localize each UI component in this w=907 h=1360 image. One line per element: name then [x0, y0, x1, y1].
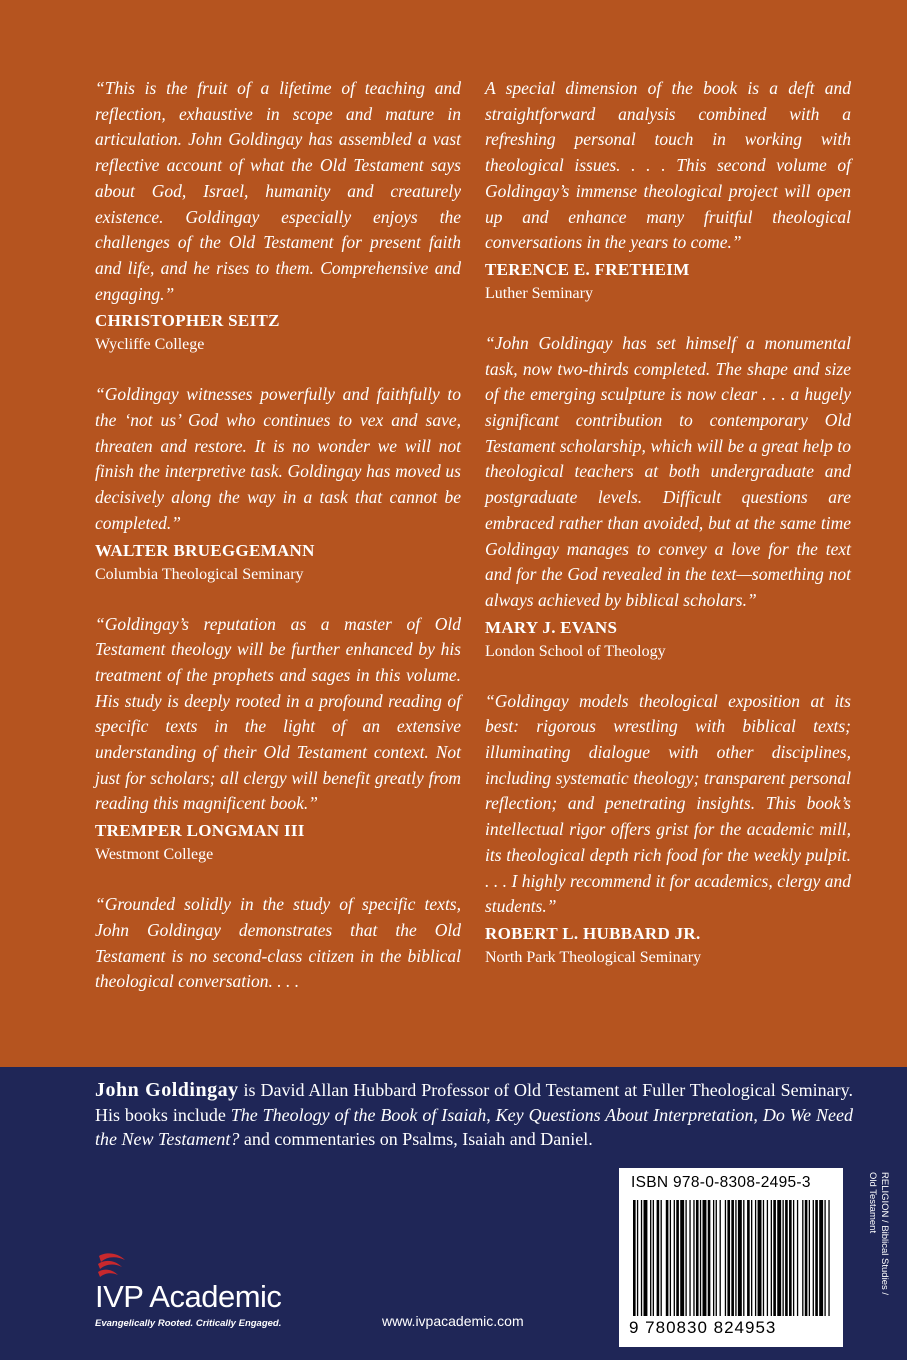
endorsement-block [485, 76, 851, 306]
isbn-digits: 9 780830 824953 [629, 1318, 777, 1337]
barcode-bar [689, 1200, 690, 1316]
barcode-bar [763, 1200, 764, 1316]
author-bio [95, 1078, 853, 1152]
barcode-bar [641, 1200, 642, 1316]
publisher-website[interactable]: www.ivpacademic.com [382, 1313, 524, 1329]
barcode-bar [809, 1200, 810, 1316]
barcode-bar [793, 1200, 794, 1316]
barcode-bar [708, 1200, 711, 1316]
barcode-bar [674, 1200, 675, 1316]
bio-text: is David Allan Hubbard Professor of Old Testament at Fuller Theological Seminary. His books include [95, 1080, 853, 1125]
barcode-bar [696, 1200, 699, 1316]
book-title: The Theology of the Book of Isaiah [230, 1104, 487, 1125]
barcode-bar [789, 1200, 792, 1316]
barcode-bar [743, 1200, 744, 1316]
barcode-bar [805, 1200, 808, 1316]
endorser-affiliation: Westmont College [95, 846, 214, 864]
barcode-bar [643, 1200, 647, 1316]
endorsement-block [95, 892, 461, 995]
barcode-bar [773, 1200, 776, 1316]
barcode-bar [676, 1200, 679, 1316]
category-line: Old Testament [867, 1172, 878, 1234]
publisher-tagline: Evangelically Rooted. Critically Engaged. [95, 1318, 282, 1329]
barcode-bar [735, 1200, 736, 1316]
barcode-bar [782, 1200, 783, 1316]
endorser-name: WALTER BRUEGGEMANN [95, 540, 315, 560]
bio-text: and commentaries on Psalms, Isaiah and Daniel. [239, 1129, 593, 1149]
book-title: Key Questions About Interpretation [495, 1104, 754, 1125]
barcode-bar [633, 1200, 636, 1316]
barcode-bar [716, 1200, 717, 1316]
barcode-bar [747, 1200, 750, 1316]
barcode-bar [815, 1200, 818, 1316]
endorser-affiliation: London School of Theology [485, 642, 666, 660]
endorser-name: TREMPER LONGMAN III [95, 821, 305, 841]
barcode-bar [771, 1200, 772, 1316]
endorser-affiliation: Luther Seminary [485, 284, 593, 302]
barcode-bar [725, 1200, 726, 1316]
isbn-barcode [619, 1168, 843, 1347]
category-label [862, 1172, 890, 1322]
endorser-name: MARY J. EVANS [485, 617, 618, 637]
barcode-bar [785, 1200, 788, 1316]
barcode-bar [693, 1200, 694, 1316]
endorsement-quote: “John Goldingay has set himself a monumental task, now two-thirds completed. The shape and size of the emerging sculpture is now clear . . . a hugely significant contribution to contemporary Old Testament scholarship, which will be a great help to theological teachers at both undergraduate and postgraduate levels. Difficult questions are embraced rather than avoided, but at the same time Goldingay manages to convey a love for the text and for the God revealed in the text—something not always achieved by biblical scholars.” [485, 332, 851, 610]
endorsement-block [95, 76, 461, 357]
barcode-bar [653, 1200, 654, 1316]
barcode-bar [738, 1200, 742, 1316]
endorser-name: TERENCE E. FRETHEIM [485, 259, 690, 279]
right-endorsement-column [485, 76, 851, 995]
bio-separator: , [753, 1104, 763, 1125]
barcode-bar [797, 1200, 798, 1316]
endorser-affiliation: Wycliffe College [95, 336, 205, 354]
endorser-affiliation: North Park Theological Seminary [485, 948, 702, 966]
barcode-bar [703, 1200, 707, 1316]
author-name: John Goldingay [95, 1079, 239, 1101]
category-text [866, 1172, 890, 1322]
barcode-bar [767, 1200, 768, 1316]
publisher-name: IVP Academic [95, 1279, 282, 1314]
barcode-bar [828, 1200, 829, 1316]
barcode-bar [824, 1200, 825, 1316]
endorsement-quote: “Goldingay witnesses powerfully and faithfully to the ‘not us’ God who continues to vex and save, threaten and restore. It is no wonder we will not finish the interpretive task. Goldingay has moved us decisively along the way in a task that cannot be completed.” [95, 384, 461, 533]
barcode-bar [720, 1200, 721, 1316]
barcode-bar [637, 1200, 638, 1316]
barcode-bar [666, 1200, 669, 1316]
barcode-bar [727, 1200, 730, 1316]
endorsement-block [485, 331, 851, 664]
barcode-bar [680, 1200, 684, 1316]
endorsement-quote: “Goldingay models theological exposition at its best: rigorous wrestling with biblical texts; illuminating dialogue with other disciplines, including systematic theology; transparent personal reflection; and penetrating insights. This book’s intellectual rigor offers grist for the academic mill, its theological depth rich food for the weekly pulpit. . . . I highly recommend it for academics, clergy and students.” [485, 690, 851, 917]
endorsement-quote: “This is the fruit of a lifetime of teaching and reflection, exhaustive in scope and mature in articulation. John Goldingay has assembled a vast reflective account of what the Old Testament says about God, Israel, humanity and creaturely existence. Goldingay especially enjoys the challenges of the Old Testament for present faith and life, and he rises to them. Comprehensive and engaging.” [95, 78, 461, 304]
barcode-bar [661, 1200, 662, 1316]
left-endorsement-column [95, 76, 461, 995]
barcode-bar [670, 1200, 671, 1316]
barcode-bar [713, 1200, 714, 1316]
barcode-bar [700, 1200, 701, 1316]
barcode-bar [751, 1200, 752, 1316]
endorsement-block [485, 689, 851, 970]
barcode-bar [802, 1200, 803, 1316]
barcode-bar [731, 1200, 734, 1316]
endorsement-quote: A special dimension of the book is a deft and straightforward analysis combined with a refreshing personal touch in working with theological issues. . . . This second volume of Goldingay’s immense theological project will open up and enhance many fruitful theological conversations in the years to come.” [485, 78, 851, 253]
category-line: RELIGION / Biblical Studies / [879, 1172, 890, 1296]
endorser-affiliation: Columbia Theological Seminary [95, 565, 304, 583]
bio-separator: , [486, 1104, 496, 1125]
book-title: Do We Need the New Testament? [95, 1104, 853, 1149]
barcode-bar [755, 1200, 756, 1316]
publisher-logo [95, 1250, 305, 1330]
endorsement-quote: “Grounded solidly in the study of specific texts, John Goldingay demonstrates that the Old Testament is no second-class citizen in the biblical theological conversation. . . . [95, 894, 461, 992]
barcode-bar [650, 1200, 651, 1316]
barcode-bar [819, 1200, 823, 1316]
barcode-bar [657, 1200, 660, 1316]
endorser-name: CHRISTOPHER SEITZ [95, 311, 280, 331]
endorsement-block [95, 612, 461, 868]
barcode-bar [777, 1200, 781, 1316]
endorsement-quote: “Goldingay’s reputation as a master of Old Testament theology will be further enhanced by his treatment of the prophets and sages in this volume. His study is deeply rooted in a profound reading of specific texts in the light of an extensive understanding of their Old Testament context. Not just for scholars; all clergy will benefit greatly from reading this magnificent book.” [95, 613, 461, 814]
barcode-bar [758, 1200, 762, 1316]
endorser-name: ROBERT L. HUBBARD JR. [485, 923, 701, 943]
barcode-bar [685, 1200, 686, 1316]
isbn-label: ISBN 978-0-8308-2495-3 [631, 1174, 811, 1191]
endorsement-block [95, 382, 461, 586]
barcode-bar [813, 1200, 814, 1316]
